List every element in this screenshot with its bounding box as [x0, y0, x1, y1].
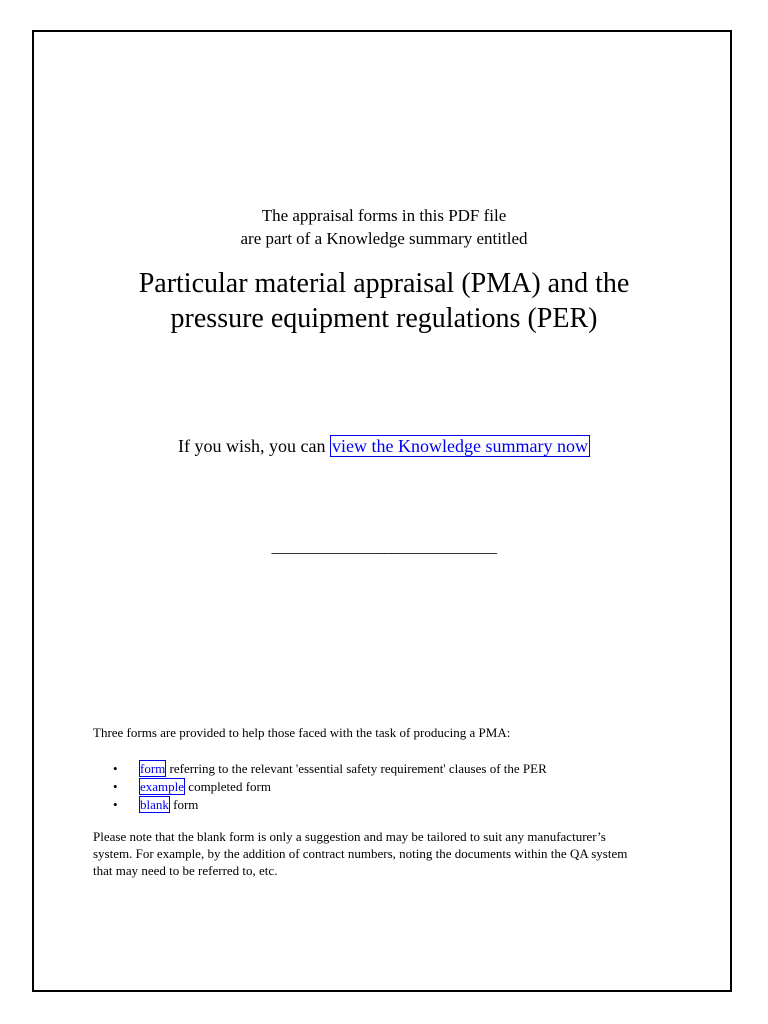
intro-text	[0, 204, 768, 250]
forms-list	[93, 760, 547, 814]
note-paragraph: Please note that the blank form is only a suggestion and may be tailored to suit any manufacturer’s system. For example, by the addition of contract numbers, noting the documents within the QA system that may need to be referred to, etc.	[93, 829, 628, 878]
intro-line-1: The appraisal forms in this PDF file	[261, 206, 507, 225]
intro-line-2: are part of a Knowledge summary entitled	[240, 229, 528, 248]
forms-list-item-example	[93, 778, 547, 796]
forms-list-item-form	[93, 760, 547, 778]
form-link[interactable]: form	[140, 761, 166, 776]
forms-list-item-blank	[93, 796, 547, 814]
title-line-2: pressure equipment regulations (PER)	[170, 303, 598, 334]
blank-description: form	[169, 797, 199, 812]
view-summary-line	[0, 434, 768, 458]
view-summary-prefix: If you wish, you can	[178, 436, 331, 456]
title-line-1: Particular material appraisal (PMA) and the	[138, 268, 630, 299]
forms-intro-text: Three forms are provided to help those faced with the task of producing a PMA:	[93, 725, 511, 740]
blank-link[interactable]: blank	[140, 797, 169, 812]
separator-line: ______________________________	[271, 539, 497, 556]
example-link[interactable]: example	[140, 779, 185, 794]
document-title	[0, 266, 768, 336]
view-summary-link[interactable]: view the Knowledge summary now	[332, 436, 588, 456]
form-description: referring to the relevant 'essential safety requirement' clauses of the PER	[166, 761, 547, 776]
example-description: completed form	[185, 779, 271, 794]
